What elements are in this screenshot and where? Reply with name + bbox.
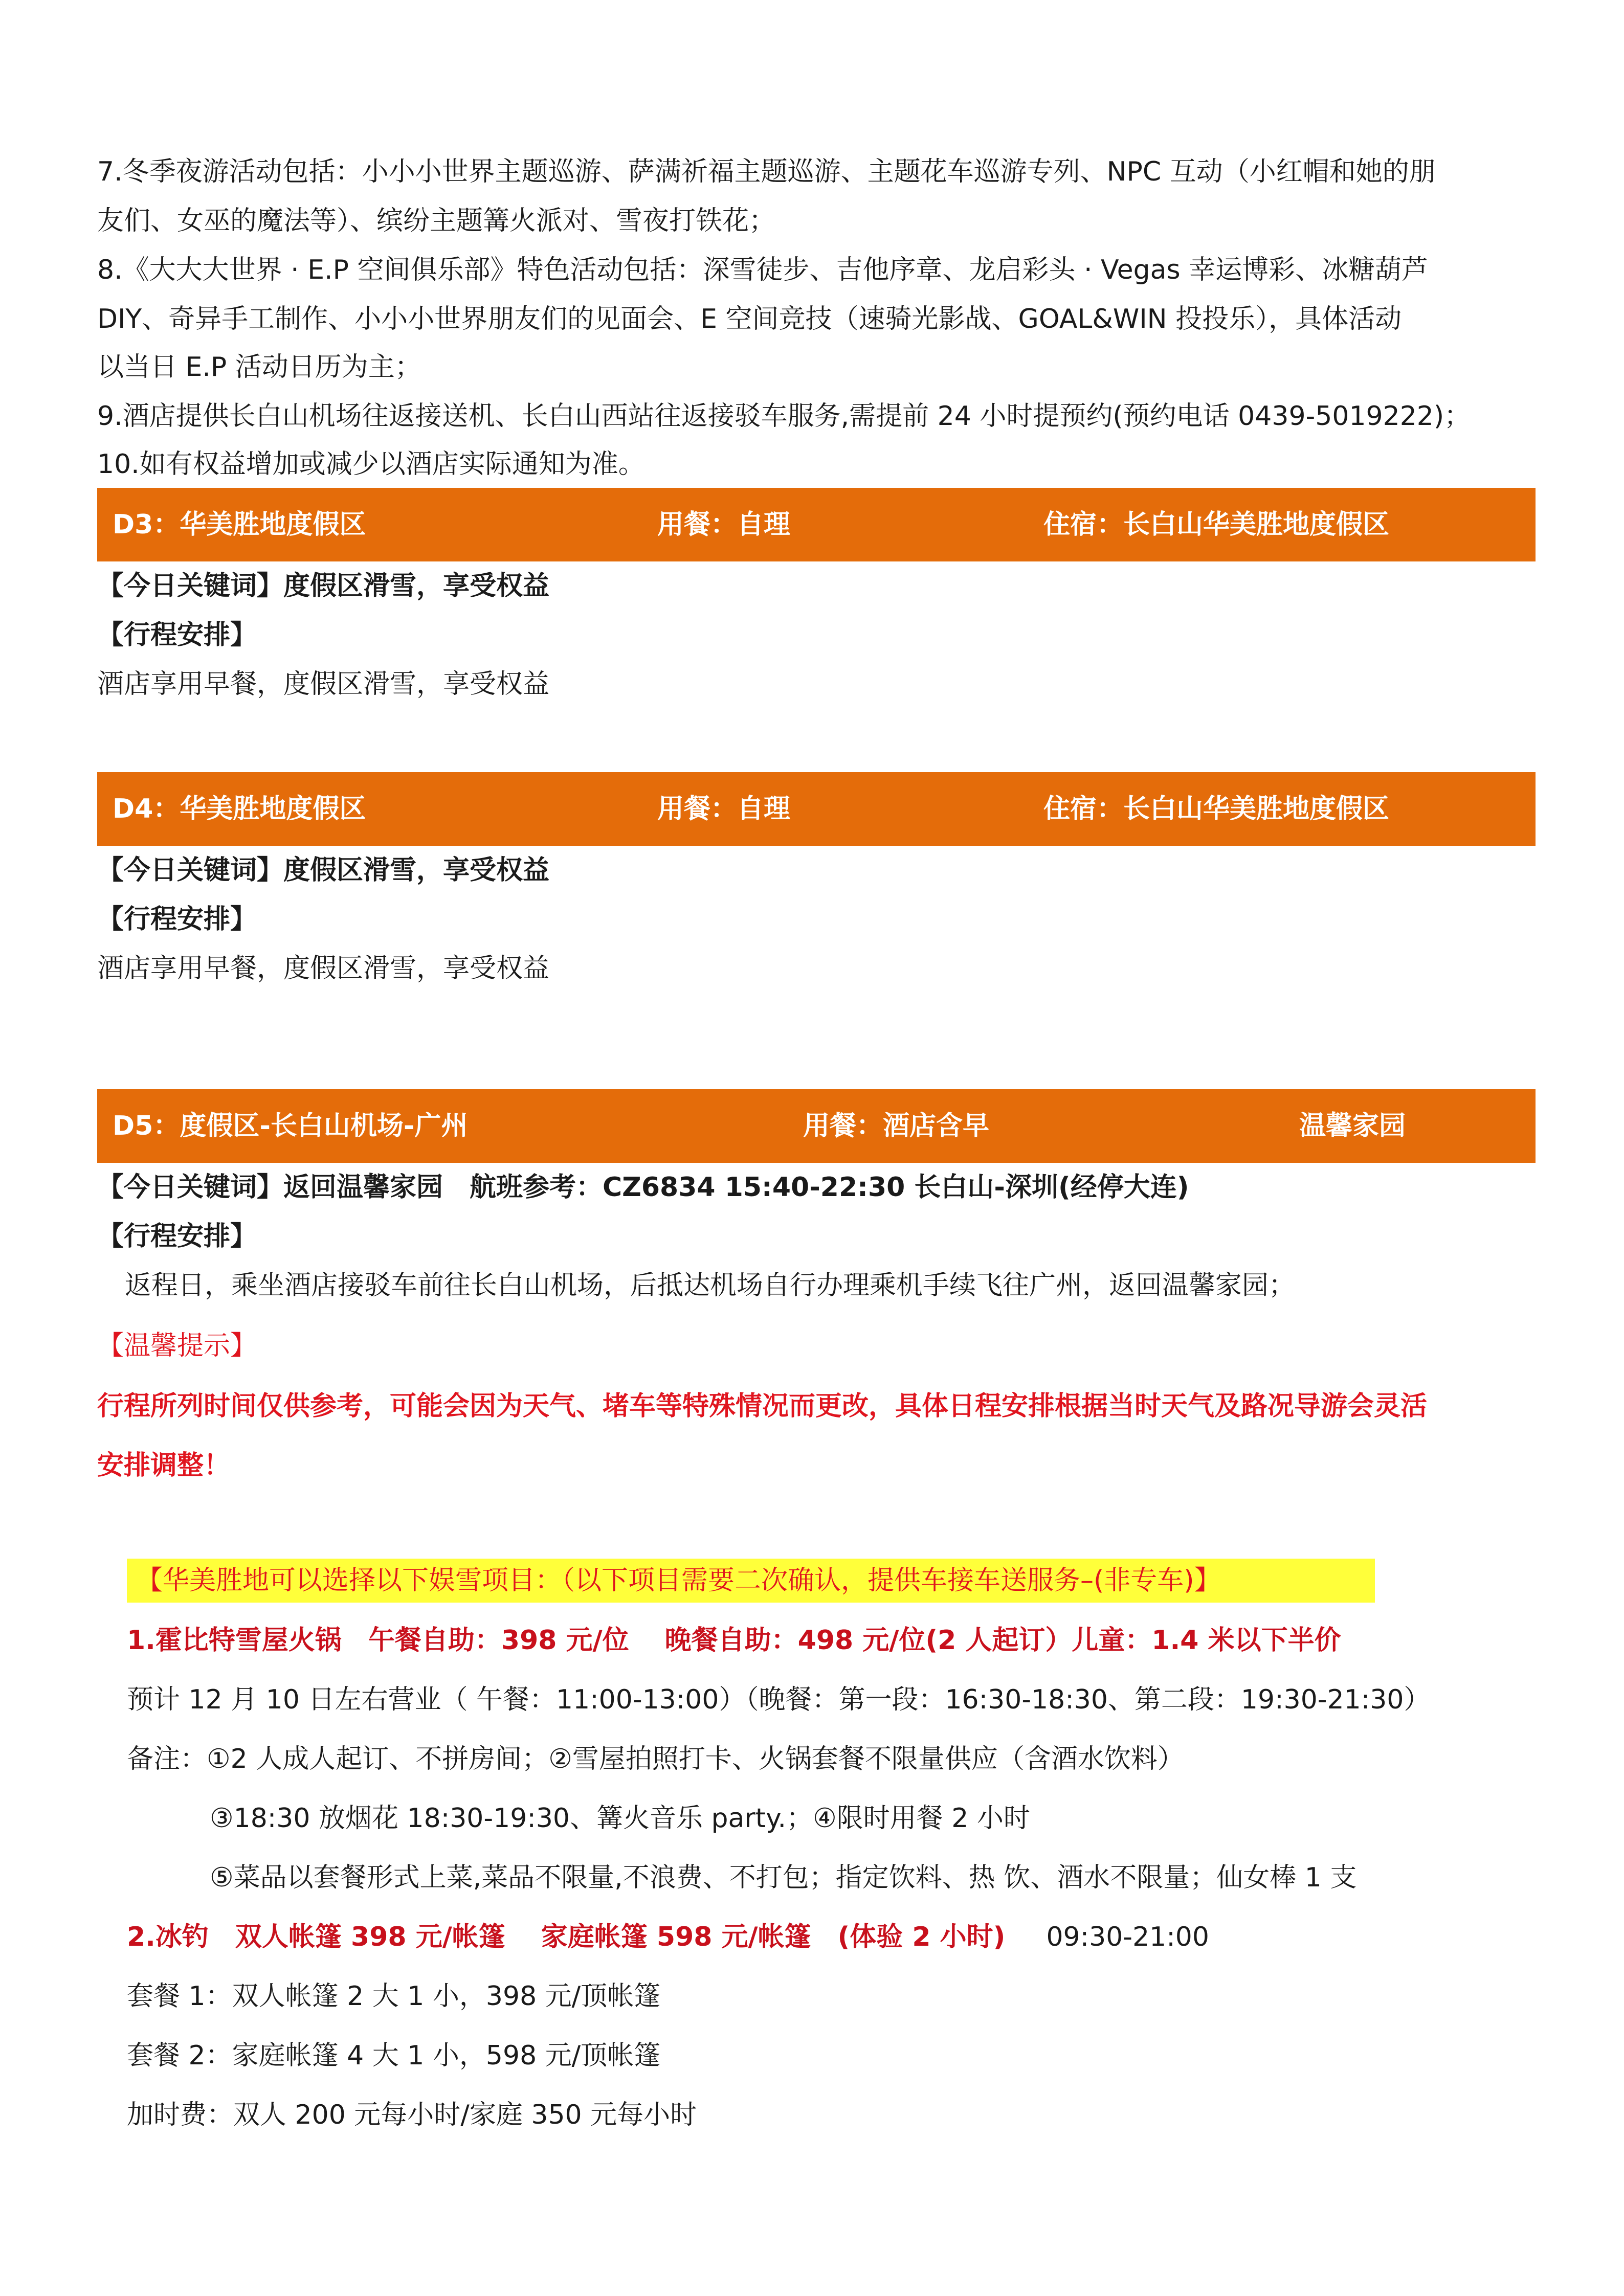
day-3-title: D3：华美胜地度假区 — [113, 509, 366, 540]
option-2-title: 2.冰钓 双人帐篷 398 元/帐篷 家庭帐篷 598 元/帐篷 (体验 2 小时) — [127, 1922, 1006, 1952]
option-1-note-2: ③18:30 放烟花 18:30-19:30、篝火音乐 party.；④限时用餐 2 小时 — [210, 1803, 1030, 1834]
day-3-keywords: 【今日关键词】度假区滑雪，享受权益 — [97, 571, 550, 601]
tips-line-2: 安排调整！ — [97, 1450, 231, 1481]
day-3-header-bar — [97, 488, 1536, 561]
option-1-note-1: 备注：①2 人成人起订、不拼房间；②雪屋拍照打卡、火锅套餐不限量供应（含酒水饮料） — [127, 1744, 1184, 1774]
day-5-header-bar — [97, 1089, 1536, 1163]
note-10: 10.如有权益增加或减少以酒店实际通知为准。 — [97, 449, 645, 480]
note-7-line-1: 7.冬季夜游活动包括：小小小世界主题巡游、萨满祈福主题巡游、主题花车巡游专列、NPC 互动（小红帽和她的朋 — [97, 156, 1436, 187]
day-5-meal: 用餐：酒店含早 — [803, 1111, 990, 1141]
option-2-row — [127, 1919, 1559, 1955]
option-1-note-3: ⑤菜品以套餐形式上菜,菜品不限量,不浪费、不打包；指定饮料、热 饮、酒水不限量；仙女棒 1 支 — [210, 1862, 1357, 1893]
day-4-keywords: 【今日关键词】度假区滑雪，享受权益 — [97, 855, 550, 886]
note-8-line-2: DIY、奇异手工制作、小小小世界朋友们的见面会、E 空间竞技（速骑光影战、GOAL&WIN 投投乐），具体活动 — [97, 304, 1402, 334]
day-5-schedule-label: 【行程安排】 — [97, 1221, 257, 1252]
day-3-stay: 住宿：长白山华美胜地度假区 — [1043, 509, 1390, 540]
option-2-hours: 09:30-21:00 — [1046, 1922, 1209, 1952]
day-4-stay: 住宿：长白山华美胜地度假区 — [1043, 794, 1390, 824]
option-1-title: 1.霍比特雪屋火锅 午餐自助：398 元/位 晚餐自助：498 元/位(2 人起订）儿童：1.4 米以下半价 — [127, 1625, 1341, 1656]
day-4-header-bar — [97, 772, 1536, 846]
options-header-highlight — [127, 1559, 1375, 1603]
day-3-schedule-label: 【行程安排】 — [97, 620, 257, 650]
day-3-schedule: 酒店享用早餐，度假区滑雪，享受权益 — [97, 669, 550, 700]
tips-line-1: 行程所列时间仅供参考，可能会因为天气、堵车等特殊情况而更改，具体日程安排根据当时天气及路况导游会灵活 — [97, 1391, 1428, 1422]
day-5-stay: 温馨家园 — [1299, 1111, 1406, 1141]
note-7-line-2: 友们、女巫的魔法等）、缤纷主题篝火派对、雪夜打铁花； — [97, 206, 776, 236]
option-2-package-1: 套餐 1：双人帐篷 2 大 1 小，398 元/顶帐篷 — [127, 1981, 661, 2012]
day-5-schedule: 返程日，乘坐酒店接驳车前往长白山机场，后抵达机场自行办理乘机手续飞往广州，返回温馨家园； — [125, 1270, 1296, 1301]
note-8-line-1: 8.《大大大世界 · E.P 空间俱乐部》特色活动包括：深雪徒步、吉他序章、龙启彩头 · Vegas 幸运博彩、冰糖葫芦 — [97, 255, 1429, 285]
note-9: 9.酒店提供长白山机场往返接送机、长白山西站往返接驳车服务,需提前 24 小时提预约(预约电话 0439-5019222)； — [97, 401, 1471, 432]
option-1-hours: 预计 12 月 10 日左右营业（ 午餐：11:00-13:00）（晚餐：第一段：16:30-18:30、第二段：19:30-21:30） — [127, 1684, 1431, 1715]
day-4-title: D4：华美胜地度假区 — [113, 794, 366, 824]
options-header: 【华美胜地可以选择以下娱雪项目：（以下项目需要二次确认，提供车接车送服务–(非专车)】 — [136, 1565, 1221, 1596]
tips-label: 【温馨提示】 — [97, 1331, 257, 1361]
note-8-line-3: 以当日 E.P 活动日历为主； — [97, 352, 421, 382]
day-4-schedule-label: 【行程安排】 — [97, 904, 257, 935]
option-2-extra-fee: 加时费：双人 200 元每小时/家庭 350 元每小时 — [127, 2100, 697, 2130]
day-5-keywords: 【今日关键词】返回温馨家园 航班参考：CZ6834 15:40-22:30 长白山-深圳(经停大连) — [97, 1172, 1189, 1203]
day-4-meal: 用餐：自理 — [657, 794, 791, 824]
day-3-meal: 用餐：自理 — [657, 509, 791, 540]
day-5-title: D5：度假区-长白山机场-广州 — [113, 1111, 468, 1141]
option-2-package-2: 套餐 2：家庭帐篷 4 大 1 小，598 元/顶帐篷 — [127, 2040, 661, 2071]
day-4-schedule: 酒店享用早餐，度假区滑雪，享受权益 — [97, 953, 550, 984]
